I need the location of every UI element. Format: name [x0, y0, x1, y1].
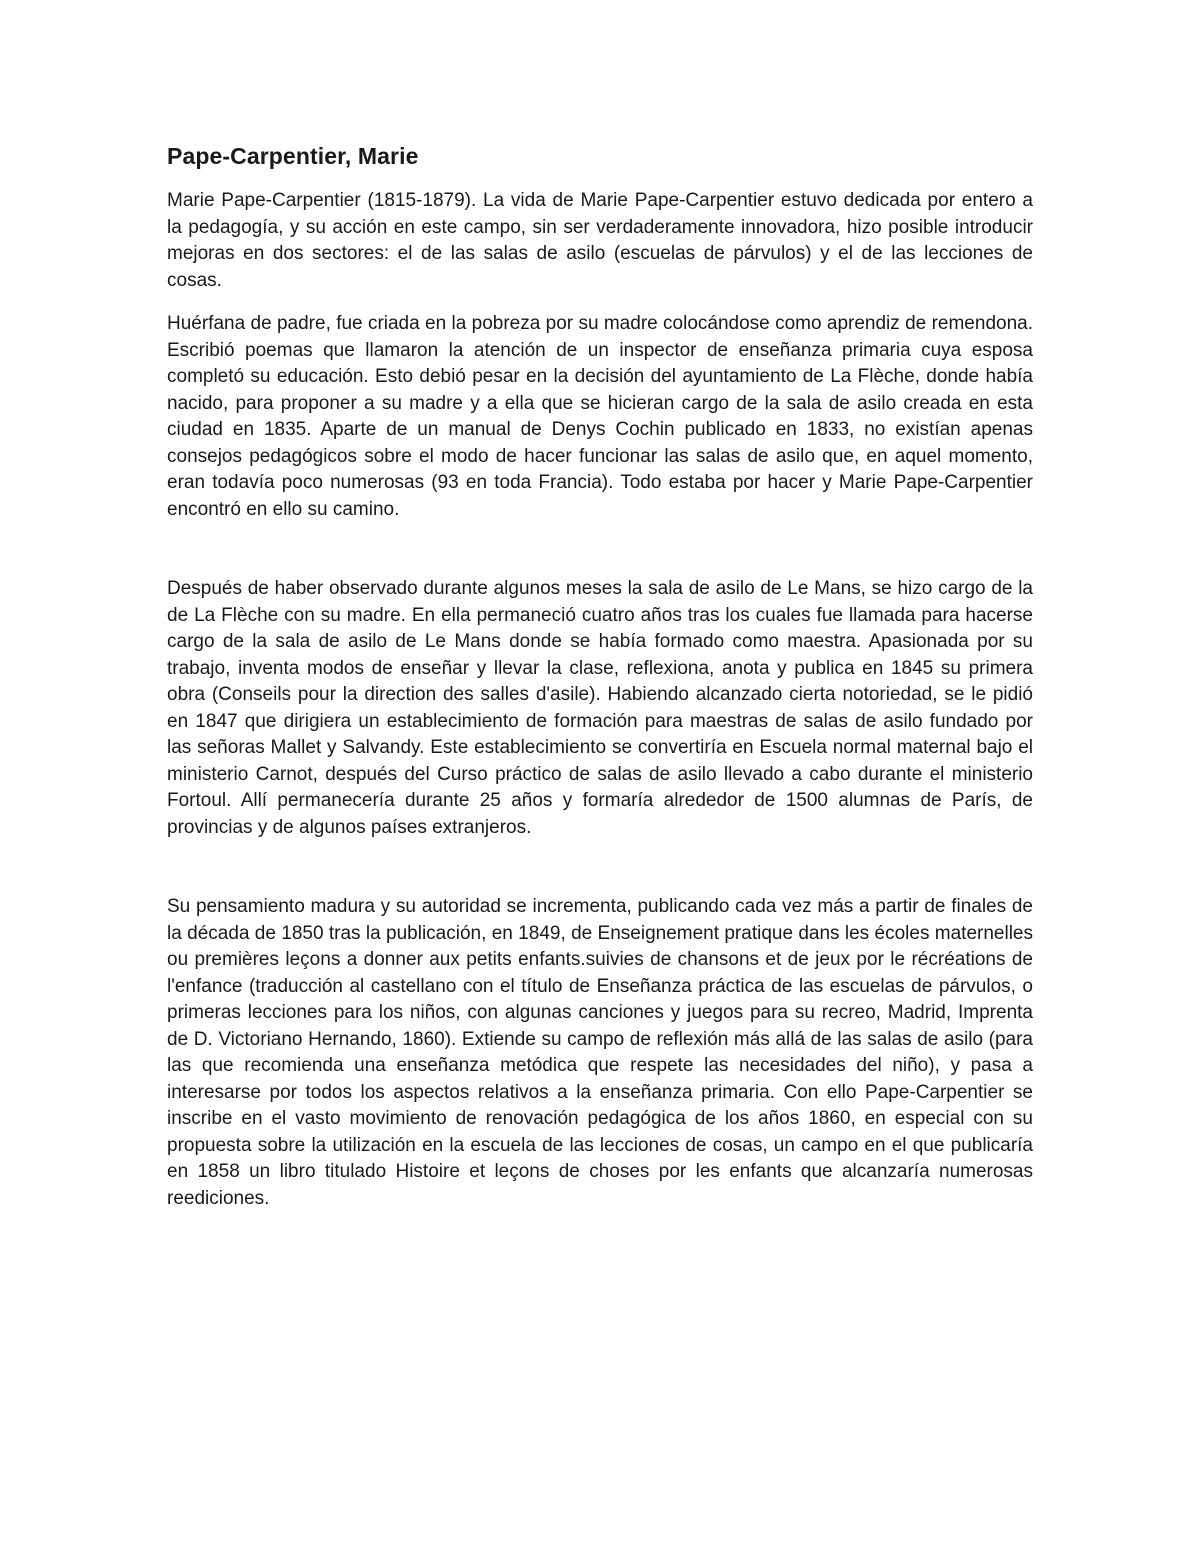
- paragraph-spacer: [167, 294, 1033, 311]
- paragraph-spacer: [167, 841, 1033, 894]
- paragraph-spacer: [167, 523, 1033, 576]
- paragraph-career: Después de haber observado durante algunos meses la sala de asilo de Le Mans, se hizo cargo de la de La Flèche con su madre. En ella permaneció cuatro años tras los cuales fue llamada para hacerse cargo de la sala de asilo de Le Mans donde se había formado como maestra. Apasionada por su trabajo, inventa modos de enseñar y llevar la clase, reflexiona, anota y publica en 1845 su primera obra (Conseils pour la direction des salles d'asile). Habiendo alcanzado cierta notoriedad, se le pidió en 1847 que dirigiera un establecimiento de formación para maestras de salas de asilo fundado por las señoras Mallet y Salvandy. Este establecimiento se convertiría en Escuela normal maternal bajo el ministerio Carnot, después del Curso práctico de salas de asilo llevado a cabo durante el ministerio Fortoul. Allí permanecería durante 25 años y formaría alrededor de 1500 alumnas de París, de provincias y de algunos países extranjeros.: [167, 578, 1033, 838]
- paragraph-intro: Marie Pape-Carpentier (1815-1879). La vida de Marie Pape-Carpentier estuvo dedicada por entero a la pedagogía, y su acción en este campo, sin ser verdaderamente innovadora, hizo posible introducir mejoras en dos sectores: el de las salas de asilo (escuelas de párvulos) y el de las lecciones de cosas.: [167, 190, 1033, 291]
- paragraph-early-life: Huérfana de padre, fue criada en la pobreza por su madre colocándose como aprendiz de remendona. Escribió poemas que llamaron la atención de un inspector de enseñanza primaria cuya esposa completó su educación. Esto debió pesar en la decisión del ayuntamiento de La Flèche, donde había nacido, para proponer a su madre y a ella que se hicieran cargo de la sala de asilo creada en esta ciudad en 1835. Aparte de un manual de Denys Cochin publicado en 1833, no existían apenas consejos pedagógicos sobre el modo de hacer funcionar las salas de asilo que, en aquel momento, eran todavía poco numerosas (93 en toda Francia). Todo estaba por hacer y Marie Pape-Carpentier encontró en ello su camino.: [167, 313, 1033, 520]
- document-body: [167, 140, 1033, 1212]
- document-title: Pape-Carpentier, Marie: [167, 143, 419, 169]
- paragraph-later-work: Su pensamiento madura y su autoridad se incrementa, publicando cada vez más a partir de finales de la década de 1850 tras la publicación, en 1849, de Enseignement pratique dans les écoles maternelles ou premières leçons a donner aux petits enfants.suivies de chansons et de jeux por le récréations de l'enfance (traducción al castellano con el título de Enseñanza práctica de las escuelas de párvulos, o primeras lecciones para los niños, con algunas canciones y juegos para su recreo, Madrid, Imprenta de D. Victoriano Hernando, 1860). Extiende su campo de reflexión más allá de las salas de asilo (para las que recomienda una enseñanza metódica que respete las necesidades del niño), y pasa a interesarse por todos los aspectos relativos a la enseñanza primaria. Con ello Pape-Carpentier se inscribe en el vasto movimiento de renovación pedagógica de los años 1860, en especial con su propuesta sobre la utilización en la escuela de las lecciones de cosas, un campo en el que publicaría en 1858 un libro titulado Histoire et leçons de choses por les enfants que alcanzaría numerosas reediciones.: [167, 896, 1033, 1209]
